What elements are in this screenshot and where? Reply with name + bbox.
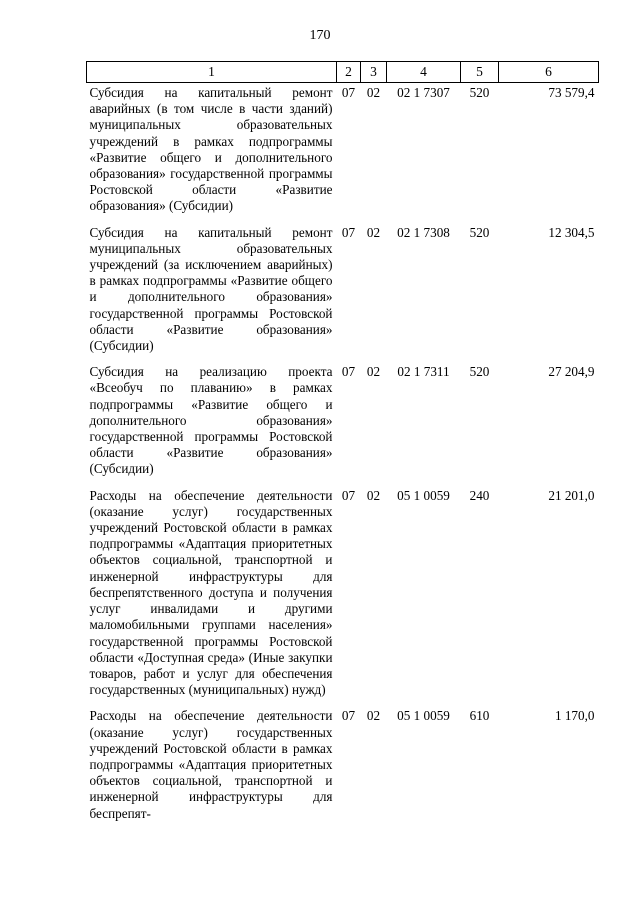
row-amount: 12 304,5 xyxy=(548,224,595,240)
row-target-article: 02 1 7307 xyxy=(397,85,450,100)
column-header-1: 1 xyxy=(87,62,337,83)
table-row xyxy=(87,83,599,223)
row-amount: 1 170,0 xyxy=(554,708,595,724)
column-header-6: 6 xyxy=(499,62,599,83)
row-subsection: 02 xyxy=(366,85,381,100)
row-expense-type: 520 xyxy=(469,364,490,380)
row-section: 07 xyxy=(341,85,356,100)
row-amount: 21 201,0 xyxy=(548,487,595,503)
row-target-article: 05 1 0059 xyxy=(397,708,450,724)
row-description: Расходы на обеспечение деятельности (оказание услуг) государственных учреждений Ростовской области в рамках подпрограммы «Адаптация приоритетных объектов социальной, транспортной и инженерной инфраструктуры для беспрепят- xyxy=(89,708,333,821)
row-section: 07 xyxy=(341,487,356,503)
column-header-4: 4 xyxy=(387,62,461,83)
row-subsection: 02 xyxy=(366,364,381,380)
row-description: Субсидия на капитальный ремонт аварийных (в том числе в части зданий) муниципальных образовательных учреждений в рамках подпрограммы «Развитие общего и дополнительного образования» государственной программы Ростовской области «Развитие образования» (Субсидии) xyxy=(89,85,333,214)
table-header-row xyxy=(87,62,599,83)
column-header-2: 2 xyxy=(337,62,361,83)
row-section: 07 xyxy=(341,364,356,380)
row-subsection: 02 xyxy=(366,224,381,240)
table-row xyxy=(87,706,599,829)
row-expense-type: 520 xyxy=(469,85,490,100)
row-description: Субсидия на реализацию проекта «Всеобуч по плаванию» в рамках подпрограммы «Развитие общего и дополнительного образования» государственной программы Ростовской области «Развитие образования» (Субсидии) xyxy=(89,364,333,477)
table-row xyxy=(87,223,599,363)
row-expense-type: 240 xyxy=(469,487,490,503)
table-row xyxy=(87,362,599,485)
column-header-3: 3 xyxy=(361,62,387,83)
row-amount: 73 579,4 xyxy=(548,85,595,100)
budget-table xyxy=(86,61,599,830)
row-section: 07 xyxy=(341,708,356,724)
row-amount: 27 204,9 xyxy=(548,364,595,380)
row-expense-type: 610 xyxy=(469,708,490,724)
row-section: 07 xyxy=(341,224,356,240)
row-description: Субсидия на капитальный ремонт муниципальных образовательных учреждений (за исключением аварийных) в рамках подпрограммы «Развитие общего и дополнительного образования» государственной программы Ростовской области «Развитие образования» (Субсидии) xyxy=(89,224,333,354)
row-expense-type: 520 xyxy=(469,224,490,240)
row-description: Расходы на обеспечение деятельности (оказание услуг) государственных учреждений Ростовской области в рамках подпрограммы «Адаптация приоритетных объектов социальной, транспортной и инженерной инфраструктуры для беспрепятственного доступа и получения услуг инвалидами и другими маломобильными группами населения» государственной программы Ростовской области «Доступная среда» (Иные закупки товаров, работ и услуг для обеспечения государственных (муниципальных) нужд) xyxy=(89,487,333,698)
table-row xyxy=(87,486,599,707)
column-header-5: 5 xyxy=(461,62,499,83)
row-subsection: 02 xyxy=(366,708,381,724)
row-target-article: 05 1 0059 xyxy=(397,487,450,503)
row-target-article: 02 1 7311 xyxy=(397,364,450,380)
row-subsection: 02 xyxy=(366,487,381,503)
row-target-article: 02 1 7308 xyxy=(397,224,450,240)
page-number: 170 xyxy=(309,28,331,43)
